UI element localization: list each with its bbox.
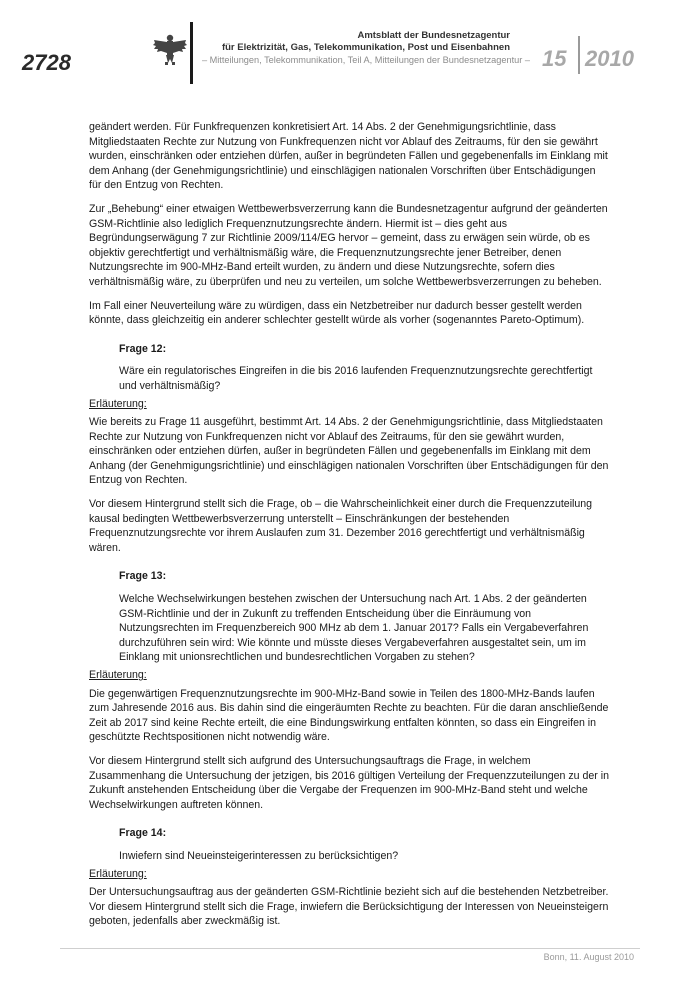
question-12-heading: Frage 12: [119, 342, 167, 355]
journal-title-line1: Amtsblatt der Bundesnetzagentur [357, 30, 510, 41]
federal-eagle-icon [150, 30, 190, 70]
paragraph: Die gegenwärtigen Frequenznutzungsrechte im 900-MHz-Band sowie in Teilen des 1800-MHz-Bands laufen zum Jahresende 2016 aus. Bis dahin sind die eingeräumten Rechte zu beachten. Für die daran anschließende Zeit ab 2017 sind keine Rechte erteilt, die eine Bindungswirkung entfalten könnten, so dass ein Eingreifen in geschützte Rechtspositionen nicht notwendig wäre. [89, 687, 609, 744]
footer-divider [60, 948, 640, 949]
document-body [89, 120, 610, 938]
footer-date: Bonn, 11. August 2010 [543, 952, 634, 962]
paragraph: Im Fall einer Neuverteilung wäre zu würdigen, dass ein Netzbetreiber nur dadurch besser gestellt werden könnte, dass gleichzeitig ein anderer schlechter gestellt würde als vorher (sogenanntes Pareto-Optimum). [89, 299, 585, 327]
question-14-text: Inwiefern sind Neueinsteigerinteressen zu berücksichtigen? [119, 849, 399, 862]
question-14-heading: Frage 14: [119, 827, 167, 840]
issue-year: 2010 [585, 46, 634, 71]
explanation-label: Erläuterung: [89, 397, 147, 410]
question-13-text: Welche Wechselwirkungen bestehen zwischen der Untersuchung nach Art. 1 Abs. 2 der geänderten GSM-Richtlinie und der in Zukunft zu treffenden Entscheidung über die Einräumung von Nutzungsrechten im Frequenzbereich 900 MHz ab dem 1. Januar 2017? Falls ein Vergabeverfahren durchzuführen sein wird: Wie könnte und müsste dieses Vergabeverfahren ausgestaltet sein, um im Einklang mit unionsrechtlichen und bundesrechtlichen Vorgaben zu stehen? [119, 593, 589, 664]
journal-title-line2: für Elektrizität, Gas, Telekommunikation, Post und Eisenbahnen [221, 42, 510, 53]
paragraph: Vor diesem Hintergrund stellt sich aufgrund des Untersuchungsauftrags die Frage, in welchem Zusammenhang die Untersuchung der jetzigen, bis 2016 gültigen Verteilung der Frequenzzuteilungen zu der in Zukunft anstehenden Entscheidung über die Vergabe der Frequenzen im 900-MHz-Band steht und welche Wechselwirkungen auftreten können. [89, 754, 610, 811]
question-13-heading: Frage 13: [119, 570, 167, 583]
paragraph: Der Untersuchungsauftrag aus der geänderten GSM-Richtlinie bezieht sich auf die bestehenden Netzbetreiber. Vor diesem Hintergrund stellt sich die Frage, inwiefern die Berücksichtigung der Interessen von Neueinsteigern geboten, jedenfalls aber zweckmäßig ist. [89, 886, 609, 928]
paragraph: Zur „Behebung“ einer etwaigen Wettbewerbsverzerrung kann die Bundesnetzagentur aufgrund der geänderten GSM-Richtlinie also lediglich Frequenznutzungsrechte ändern. Hiermit ist – dies geht aus Begründungserwägung 7 zur Richtlinie 2009/114/EG hervor – gemeint, dass zu erwägen sein würde, ob es objektiv gerechtfertigt und verhältnismäßig wäre, die Frequenznutzungsrechte jener Betreiber, denen Nutzungsrechte im 900-MHz-Band erteilt wurden, zu ändern und diese Nutzungsrechte, sofern dies verhältnismäßig wäre, zu überprüfen und neu zu verteilen, um solche Wettbewerbsverzerrungen zu beheben. [89, 202, 608, 288]
journal-title [200, 30, 510, 54]
page-number: 2728 [22, 50, 71, 75]
explanation-label: Erläuterung: [89, 669, 147, 681]
explanation-label: Erläuterung: [89, 867, 147, 880]
question-12-text: Wäre ein regulatorisches Eingreifen in die bis 2016 laufenden Frequenznutzungsrechte gerechtfertigt und verhältnismäßig? [119, 365, 593, 392]
journal-subtitle: – Mitteilungen, Telekommunikation, Teil A, Mitteilungen der Bundesnetzagentur – [201, 55, 530, 65]
header-divider [190, 22, 193, 84]
paragraph: Vor diesem Hintergrund stellt sich die Frage, ob – die Wahrscheinlichkeit einer durch die Frequenzzuteilung kausal bedingten Wettbewerbsverzerrung unterstellt – Einschränkungen der bestehenden Frequenznutzungsrechte vor ihrem Auslaufen zum 31. Dezember 2016 gerechtfertigt und verhältnismäßig wären. [89, 498, 593, 554]
issue-number: 15 [542, 46, 567, 71]
paragraph: Wie bereits zu Frage 11 ausgeführt, bestimmt Art. 14 Abs. 2 der Genehmigungsrichtlinie, dass Mitgliedstaaten Rechte zur Nutzung von Funkfrequenzen nicht vor Ablauf des Zeitraums, für den sie gewährt wurden, einschränken oder entziehen dürfen, außer in begründeten Fällen und gegebenenfalls im Einklang mit dem Anhang (der Genehmigungsrichtlinie) und einschlägigen nationalen Vorschriften über Entschädigungen für den Entzug von Rechten. [89, 416, 609, 487]
paragraph: geändert werden. Für Funkfrequenzen konkretisiert Art. 14 Abs. 2 der Genehmigungsrichtlinie, dass Mitgliedstaaten Rechte zur Nutzung von Funkfrequenzen nicht vor Ablauf des Zeitraums, für den sie gewährt wurden, einschränken oder entziehen dürfen, außer in begründeten Fällen und gegebenenfalls im Einklang mit dem Anhang (der Genehmigungsrichtlinie) und einschlägigen nationalen Vorschriften über Entschädigungen für den Entzug von Rechten. [89, 121, 608, 192]
issue-divider [578, 36, 580, 74]
